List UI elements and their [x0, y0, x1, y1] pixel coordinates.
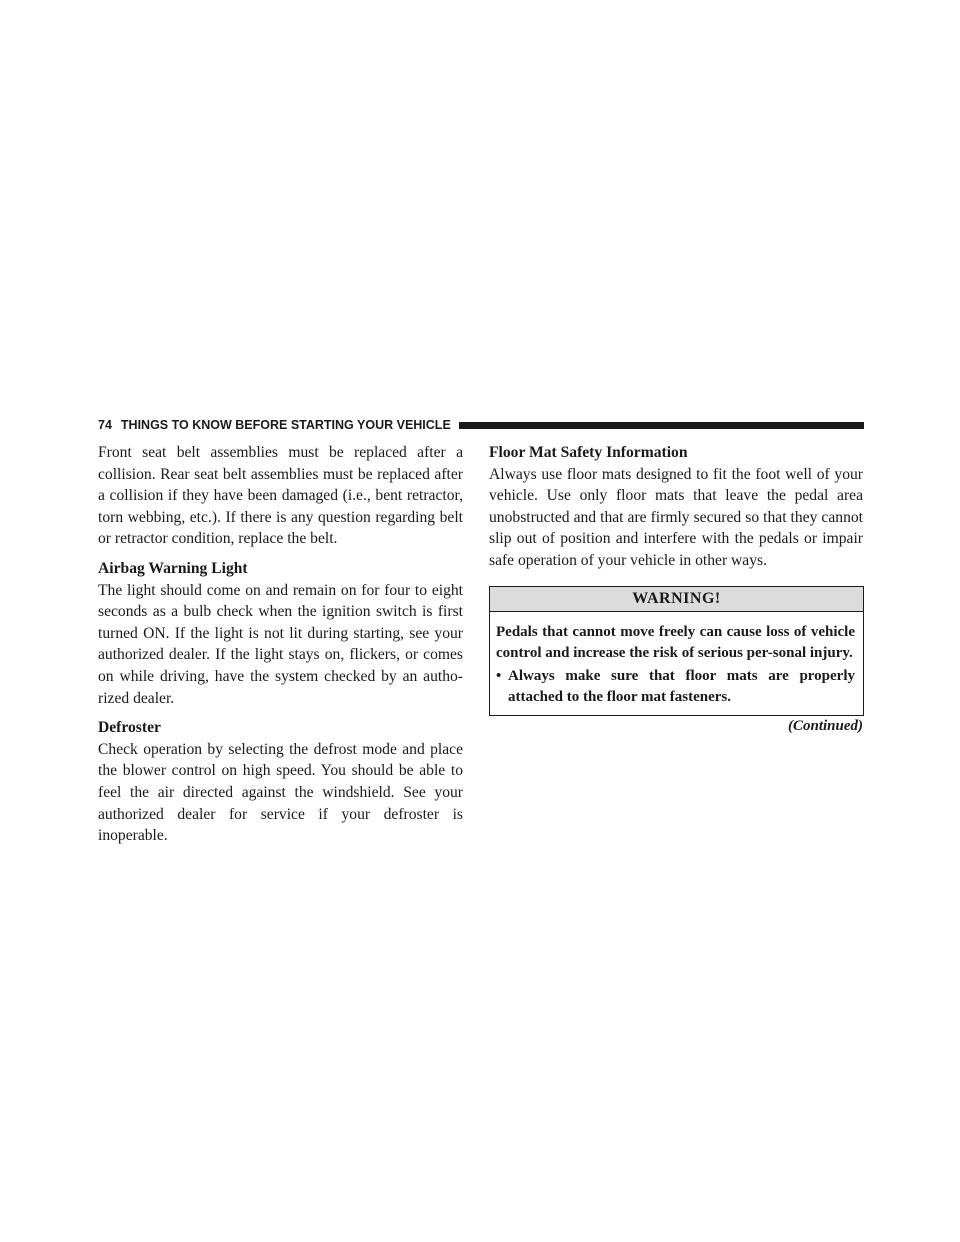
page-number: 74 — [98, 418, 112, 432]
airbag-paragraph: The light should come on and remain on for four to eight seconds as a bulb check when the ignition switch is first turned ON. If the light is not lit during starting, see your authorized dealer. If the light stays on, flickers, or comes on while driving, have the system checked by an autho-rized dealer. — [98, 581, 463, 707]
airbag-heading: Airbag Warning Light — [98, 559, 248, 577]
floor-mat-heading: Floor Mat Safety Information — [489, 444, 688, 461]
continued-label: (Continued) — [787, 717, 863, 734]
section-title: THINGS TO KNOW BEFORE STARTING YOUR VEHICLE — [120, 418, 451, 432]
bullet-icon: • — [496, 667, 502, 684]
warning-bullet-text: Always make sure that floor mats are properly attached to the floor mat fasteners. — [508, 667, 855, 706]
left-column — [98, 442, 463, 847]
warning-body — [490, 612, 863, 715]
header-rule — [459, 422, 864, 429]
warning-bullet — [496, 666, 855, 709]
page-header — [98, 418, 864, 432]
warning-box — [489, 586, 864, 716]
warning-text: Pedals that cannot move freely can cause loss of vehicle control and increase the risk of serious per-sonal injury. — [496, 623, 855, 662]
right-column — [489, 442, 863, 736]
defroster-heading: Defroster — [98, 719, 161, 737]
defroster-paragraph: Check operation by selecting the defrost mode and place the blower control on high speed. You should be able to feel the air directed against the windshield. See your authorized dealer for service if your defroster is inoperable. — [98, 740, 463, 845]
seat-belt-paragraph: Front seat belt assemblies must be replaced after a collision. Rear seat belt assemblies must be replaced after a collision if they have been damaged (i.e., bent retractor, torn webbing, etc.). If there is any question regarding belt or retractor condition, replace the belt. — [98, 444, 463, 548]
warning-title: WARNING! — [490, 587, 863, 612]
floor-mat-paragraph: Always use floor mats designed to fit the foot well of your vehicle. Use only floor mats that leave the pedal area unobstructed and that are firmly secured so that they cannot slip out of position and interfere with the pedals or impair safe operation of your vehicle in other ways. — [489, 465, 863, 569]
